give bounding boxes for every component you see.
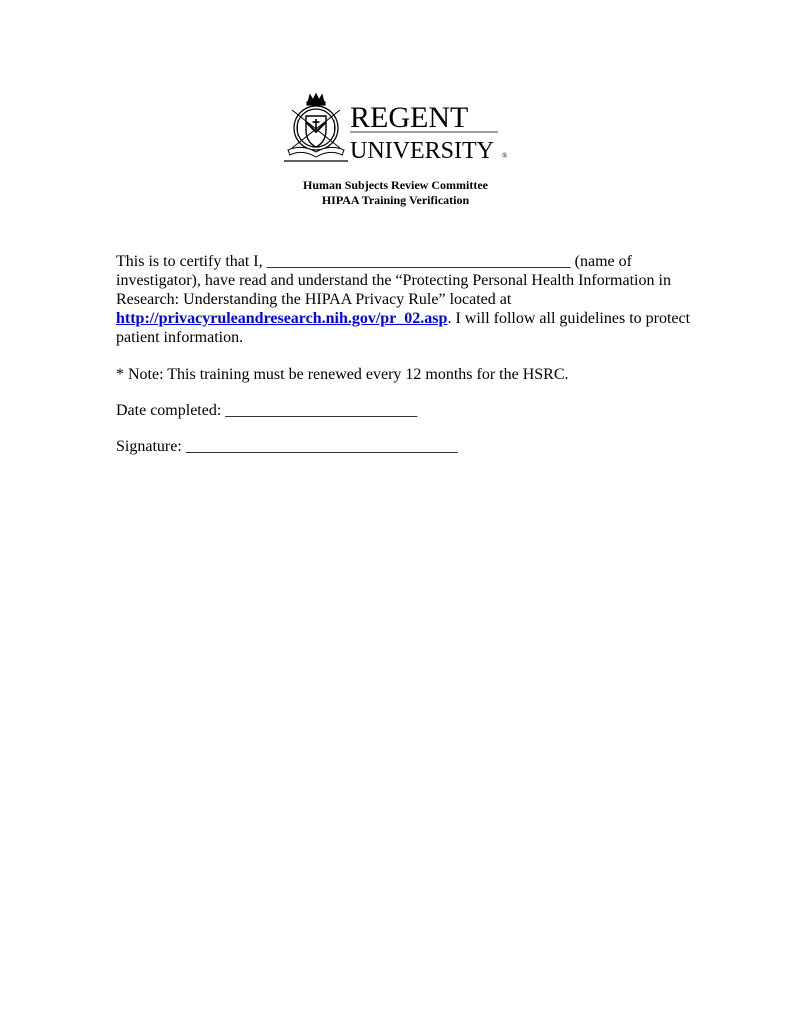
certification-line-3: Research: Understanding the HIPAA Privacy Rule” located at — [116, 291, 512, 308]
logo-line2: UNIVERSITY — [350, 138, 494, 164]
certification-line-5: patient information. — [116, 329, 244, 346]
date-completed-label: Date completed: — [116, 402, 226, 419]
registered-mark: ® — [502, 152, 508, 160]
certify-prefix: This is to certify that I, — [116, 253, 267, 270]
certification-line-1 — [116, 252, 686, 271]
document-title: HIPAA Training Verification — [321, 193, 470, 207]
certification-line-4 — [116, 309, 691, 328]
date-completed-field — [116, 401, 686, 420]
date-completed-blank[interactable]: ________________________ — [225, 402, 418, 419]
hipaa-training-link[interactable]: http://privacyruleandresearch.nih.gov/pr_02.asp — [116, 310, 448, 327]
renewal-note: * Note: This training must be renewed every 12 months for the HSRC. — [116, 366, 569, 383]
certification-line-2: investigator), have read and understand the “Protecting Personal Health Information in — [116, 272, 671, 289]
certify-suffix: (name of — [570, 253, 632, 270]
signature-field — [116, 437, 686, 456]
document-header — [0, 178, 791, 208]
university-crest-icon — [288, 94, 344, 157]
investigator-name-blank[interactable]: ______________________________________ — [266, 253, 571, 270]
signature-label: Signature: — [116, 438, 186, 455]
committee-name: Human Subjects Review Committee — [303, 178, 488, 192]
document-body — [116, 252, 691, 456]
logo-line1: REGENT — [350, 101, 469, 134]
regent-university-logo — [284, 92, 510, 164]
signature-blank[interactable]: __________________________________ — [185, 438, 458, 455]
certify-follow-text: . I will follow all guidelines to protect — [447, 310, 691, 327]
certification-paragraph — [116, 252, 691, 347]
